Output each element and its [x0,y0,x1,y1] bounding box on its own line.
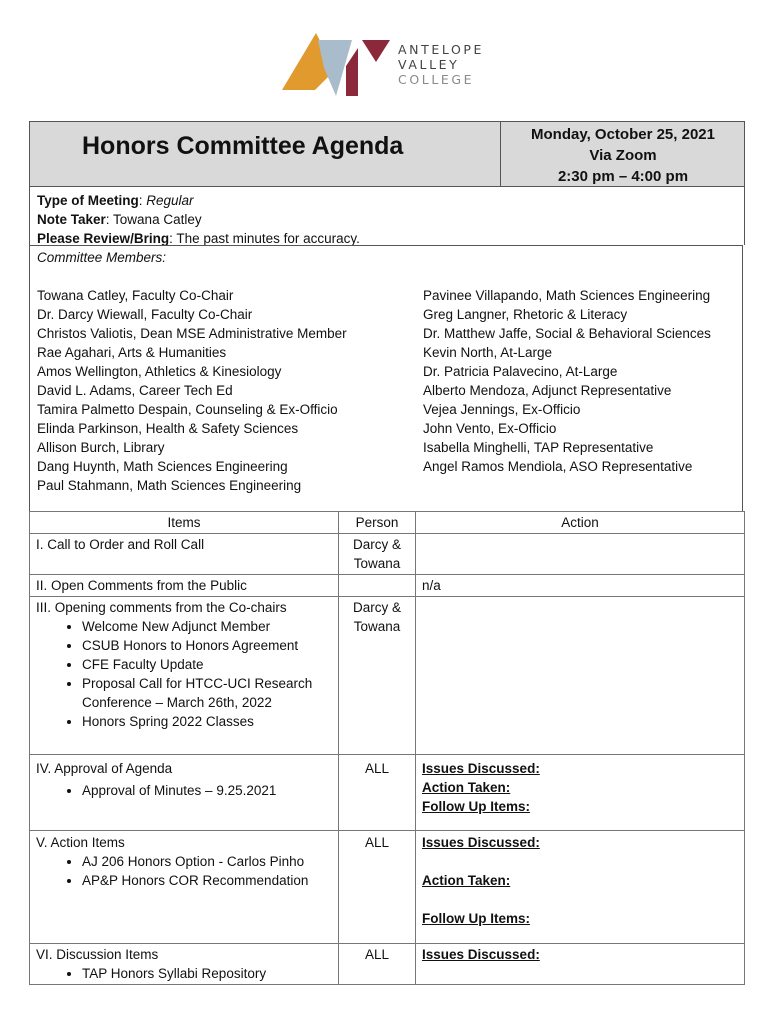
committee-members [29,245,743,511]
meeting-location: Via Zoom [589,147,657,164]
member: Isabella Minghelli, TAP Representative [423,440,654,455]
agenda-bullets [36,852,332,890]
members-left-column [37,286,347,495]
action-cell: Issues Discussed: Action Taken: Follow Up Items: [416,831,745,944]
member: Vejea Jennings, Ex-Officio [423,402,581,417]
person-cell: ALL [339,755,416,831]
agenda-item: II. Open Comments from the Public [30,575,339,597]
member: Christos Valiotis, Dean MSE Administrative Member [37,326,347,341]
member: John Vento, Ex-Officio [423,421,557,436]
member: Dr. Matthew Jaffe, Social & Behavioral Sciences [423,326,711,341]
items-header: Items [30,512,339,534]
member: Dr. Patricia Palavecino, At-Large [423,364,618,379]
members-right-column [423,286,711,476]
agenda-bullets [36,964,332,983]
agenda-item: III. Opening comments from the Co-chairs • Welcome New Adjunct Member • CSUB Honors to Honors Agreement • CFE Faculty Update • Proposal Call for HTCC-UCI Research Conference – March 26th, 2022 • Honors Spring 2022 Classes [30,597,339,755]
agenda-item: I. Call to Order and Roll Call [30,534,339,575]
action-cell: Issues Discussed: Action Taken: Follow Up Items: [416,755,745,831]
member: Rae Agahari, Arts & Humanities [37,345,227,360]
member: Alberto Mendoza, Adjunct Representative [423,383,672,398]
meeting-time: 2:30 pm – 4:00 pm [557,168,689,185]
agenda-item: V. Action Items • AJ 206 Honors Option - Carlos Pinho • AP&P Honors COR Recommendation [30,831,339,944]
member: Pavinee Villapando, Math Sciences Engineering [423,288,711,303]
meeting-info: Type of Meeting: Regular Note Taker: Towana Catley Please Review/Bring: The past minutes for accuracy. [29,187,745,245]
page-title: Honors Committee Agenda [82,132,404,160]
person-cell [339,575,416,597]
meeting-date: Monday, October 25, 2021 [531,126,715,143]
list-item: • TAP Honors Syllabi Repository [82,964,332,983]
list-item: • AJ 206 Honors Option - Carlos Pinho [82,852,332,871]
member: Tamira Palmetto Despain, Counseling & Ex-Officio [37,402,338,417]
table-row [30,575,745,597]
agenda-item: IV. Approval of Agenda • Approval of Minutes – 9.25.2021 [30,755,339,831]
person-cell: Darcy & Towana [339,534,416,575]
member: Amos Wellington, Athletics & Kinesiology [37,364,282,379]
list-item: • Proposal Call for HTCC-UCI Research Conference – March 26th, 2022 [82,674,332,712]
action-cell [416,534,745,575]
member: Paul Stahmann, Math Sciences Engineering [37,478,302,493]
table-row [30,755,745,831]
member: Dang Huynth, Math Sciences Engineering [37,459,288,474]
member: Dr. Darcy Wiewall, Faculty Co-Chair [37,307,253,322]
agenda-item: VI. Discussion Items • TAP Honors Syllabi Repository [30,944,339,985]
action-cell: n/a [416,575,745,597]
member: Towana Catley, Faculty Co-Chair [37,288,234,303]
action-cell [416,597,745,755]
member: David L. Adams, Career Tech Ed [37,383,233,398]
person-cell: Darcy & Towana [339,597,416,755]
list-item: • CSUB Honors to Honors Agreement [82,636,332,655]
table-row [30,831,745,944]
member: Angel Ramos Mendiola, ASO Representative [423,459,693,474]
list-item: • Honors Spring 2022 Classes [82,712,332,731]
list-item: • CFE Faculty Update [82,655,332,674]
list-item: • Welcome New Adjunct Member [82,617,332,636]
list-item: • AP&P Honors COR Recommendation [82,871,332,890]
person-cell: ALL [339,944,416,985]
logo-wordmark: ANTELOPE VALLEY COLLEGE [398,42,485,87]
list-item: • Approval of Minutes – 9.25.2021 [82,781,332,800]
action-cell: Issues Discussed: [416,944,745,985]
table-header-row [30,512,745,534]
member: Greg Langner, Rhetoric & Literacy [423,307,628,322]
members-label: Committee Members: [37,250,167,265]
logo-maroon-triangle [362,40,390,62]
member: Elinda Parkinson, Health & Safety Sciences [37,421,299,436]
person-header: Person [339,512,416,534]
agenda-bullets [36,617,332,731]
meeting-details [500,122,745,186]
agenda-table [29,511,745,985]
person-cell: ALL [339,831,416,944]
agenda-header [29,121,745,187]
logo-maroon-bar [346,48,358,96]
table-row [30,534,745,575]
agenda-bullets [36,781,332,800]
member: Allison Burch, Library [37,440,165,455]
table-row [30,597,745,755]
member: Kevin North, At-Large [423,345,553,360]
table-row [30,944,745,985]
action-header: Action [416,512,745,534]
